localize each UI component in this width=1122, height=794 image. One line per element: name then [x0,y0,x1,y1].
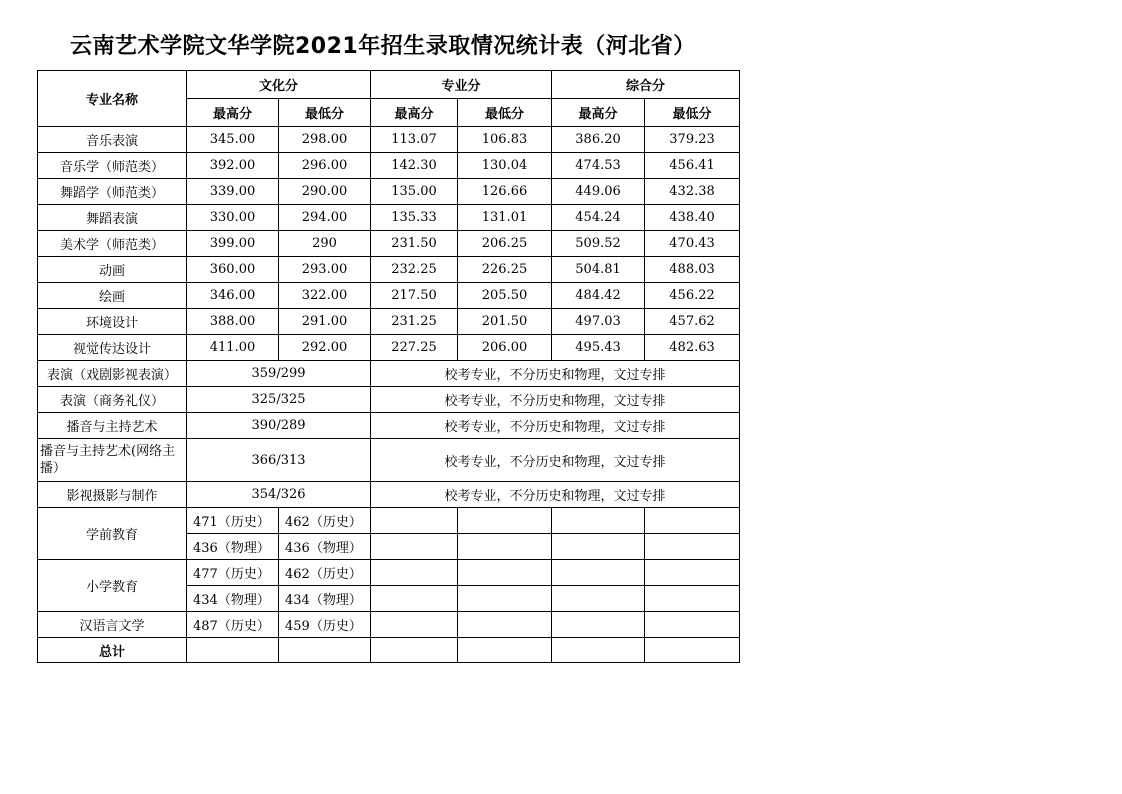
table-row [38,205,740,231]
note-cell: 校考专业，不分历史和物理，文过专排 [371,439,740,482]
table-row [38,283,740,309]
score-cell: 294.00 [279,205,371,231]
header-culture: 文化分 [187,71,371,99]
table-row [38,127,740,153]
score-cell: 484.42 [552,283,645,309]
note-cell: 校考专业，不分历史和物理，文过专排 [371,482,740,508]
score-cell: 217.50 [371,283,458,309]
empty-cell [458,586,552,612]
score-cell: 454.24 [552,205,645,231]
score-cell: 142.30 [371,153,458,179]
score-cell: 206.00 [458,335,552,361]
score-cell: 432.38 [645,179,740,205]
score-cell: 360.00 [187,257,279,283]
major-name: 影视摄影与制作 [38,482,187,508]
empty-cell [371,508,458,534]
table-row [38,361,740,387]
score-cell: 386.20 [552,127,645,153]
empty-cell [552,534,645,560]
table-row [38,231,740,257]
empty-cell [645,586,740,612]
score-cell: 392.00 [187,153,279,179]
major-name: 播音与主持艺术 [38,413,187,439]
score-cell: 322.00 [279,283,371,309]
empty-cell [458,560,552,586]
major-name: 绘画 [38,283,187,309]
culture-min-cell: 462（历史） [279,508,371,534]
table-row [38,638,740,663]
score-cell: 293.00 [279,257,371,283]
empty-cell [458,534,552,560]
empty-cell [645,508,740,534]
score-cell: 497.03 [552,309,645,335]
score-cell: 227.25 [371,335,458,361]
score-cell: 135.00 [371,179,458,205]
score-cell: 482.63 [645,335,740,361]
header-professional-min: 最低分 [458,99,552,127]
table-row [38,612,740,638]
major-name: 学前教育 [38,508,187,560]
score-cell: 113.07 [371,127,458,153]
header-culture-max: 最高分 [187,99,279,127]
score-cell: 201.50 [458,309,552,335]
score-cell: 474.53 [552,153,645,179]
score-cell: 411.00 [187,335,279,361]
culture-range-cell: 366/313 [187,439,371,482]
score-cell: 346.00 [187,283,279,309]
note-cell: 校考专业，不分历史和物理，文过专排 [371,387,740,413]
header-professional: 专业分 [371,71,552,99]
score-cell: 470.43 [645,231,740,257]
major-name: 舞蹈表演 [38,205,187,231]
empty-cell [458,638,552,663]
major-name: 小学教育 [38,560,187,612]
table-row [38,413,740,439]
culture-range-cell: 325/325 [187,387,371,413]
score-cell: 126.66 [458,179,552,205]
header-major: 专业名称 [38,71,187,127]
empty-cell [371,586,458,612]
score-cell: 495.43 [552,335,645,361]
empty-cell [552,586,645,612]
major-name: 美术学（师范类） [38,231,187,257]
score-cell: 290 [279,231,371,257]
table-row [38,560,740,586]
header-composite-min: 最低分 [645,99,740,127]
header-composite-max: 最高分 [552,99,645,127]
major-name: 播音与主持艺术(网络主播） [38,439,187,482]
score-cell: 298.00 [279,127,371,153]
score-cell: 291.00 [279,309,371,335]
major-name: 视觉传达设计 [38,335,187,361]
major-name: 动画 [38,257,187,283]
score-cell: 509.52 [552,231,645,257]
empty-cell [371,638,458,663]
score-cell: 226.25 [458,257,552,283]
table-row [38,387,740,413]
score-cell: 345.00 [187,127,279,153]
page-title: 云南艺术学院文华学院2021年招生录取情况统计表（河北省） [70,34,696,59]
culture-range-cell: 390/289 [187,413,371,439]
header-culture-min: 最低分 [279,99,371,127]
score-cell: 206.25 [458,231,552,257]
table-row [38,439,740,482]
note-cell: 校考专业，不分历史和物理，文过专排 [371,361,740,387]
culture-max-cell: 436（物理） [187,534,279,560]
major-name: 舞蹈学（师范类） [38,179,187,205]
empty-cell [552,638,645,663]
score-cell: 290.00 [279,179,371,205]
empty-cell [645,560,740,586]
score-cell: 296.00 [279,153,371,179]
culture-range-cell: 359/299 [187,361,371,387]
header-composite: 综合分 [552,71,740,99]
empty-cell [645,638,740,663]
score-cell: 379.23 [645,127,740,153]
score-cell: 457.62 [645,309,740,335]
culture-max-cell: 487（历史） [187,612,279,638]
empty-cell [371,612,458,638]
major-name: 表演（商务礼仪） [38,387,187,413]
culture-min-cell: 436（物理） [279,534,371,560]
score-cell: 399.00 [187,231,279,257]
score-cell: 135.33 [371,205,458,231]
score-cell: 456.22 [645,283,740,309]
score-cell: 504.81 [552,257,645,283]
culture-range-cell: 354/326 [187,482,371,508]
empty-cell [458,508,552,534]
culture-min-cell: 434（物理） [279,586,371,612]
major-name: 表演（戏剧影视表演） [38,361,187,387]
culture-min-cell: 459（历史） [279,612,371,638]
table-row [38,335,740,361]
note-cell: 校考专业，不分历史和物理，文过专排 [371,413,740,439]
score-cell: 231.50 [371,231,458,257]
score-cell: 232.25 [371,257,458,283]
empty-cell [552,508,645,534]
major-name: 汉语言文学 [38,612,187,638]
major-name: 音乐学（师范类） [38,153,187,179]
table-row [38,153,740,179]
empty-cell [552,560,645,586]
score-cell: 388.00 [187,309,279,335]
score-cell: 456.41 [645,153,740,179]
score-cell: 205.50 [458,283,552,309]
score-cell: 330.00 [187,205,279,231]
table-row [38,309,740,335]
total-label: 总计 [38,638,187,663]
major-name: 环境设计 [38,309,187,335]
score-cell: 438.40 [645,205,740,231]
empty-cell [552,612,645,638]
table-row [38,482,740,508]
score-cell: 130.04 [458,153,552,179]
table-row [38,508,740,534]
empty-cell [187,638,279,663]
score-cell: 449.06 [552,179,645,205]
header-professional-max: 最高分 [371,99,458,127]
admission-table [37,70,740,663]
culture-max-cell: 471（历史） [187,508,279,534]
empty-cell [371,560,458,586]
culture-min-cell: 462（历史） [279,560,371,586]
score-cell: 106.83 [458,127,552,153]
score-cell: 292.00 [279,335,371,361]
major-name: 音乐表演 [38,127,187,153]
empty-cell [279,638,371,663]
table-row [38,179,740,205]
score-cell: 231.25 [371,309,458,335]
table-row [38,257,740,283]
empty-cell [645,534,740,560]
empty-cell [458,612,552,638]
empty-cell [645,612,740,638]
score-cell: 131.01 [458,205,552,231]
score-cell: 339.00 [187,179,279,205]
score-cell: 488.03 [645,257,740,283]
empty-cell [371,534,458,560]
culture-max-cell: 477（历史） [187,560,279,586]
culture-max-cell: 434（物理） [187,586,279,612]
